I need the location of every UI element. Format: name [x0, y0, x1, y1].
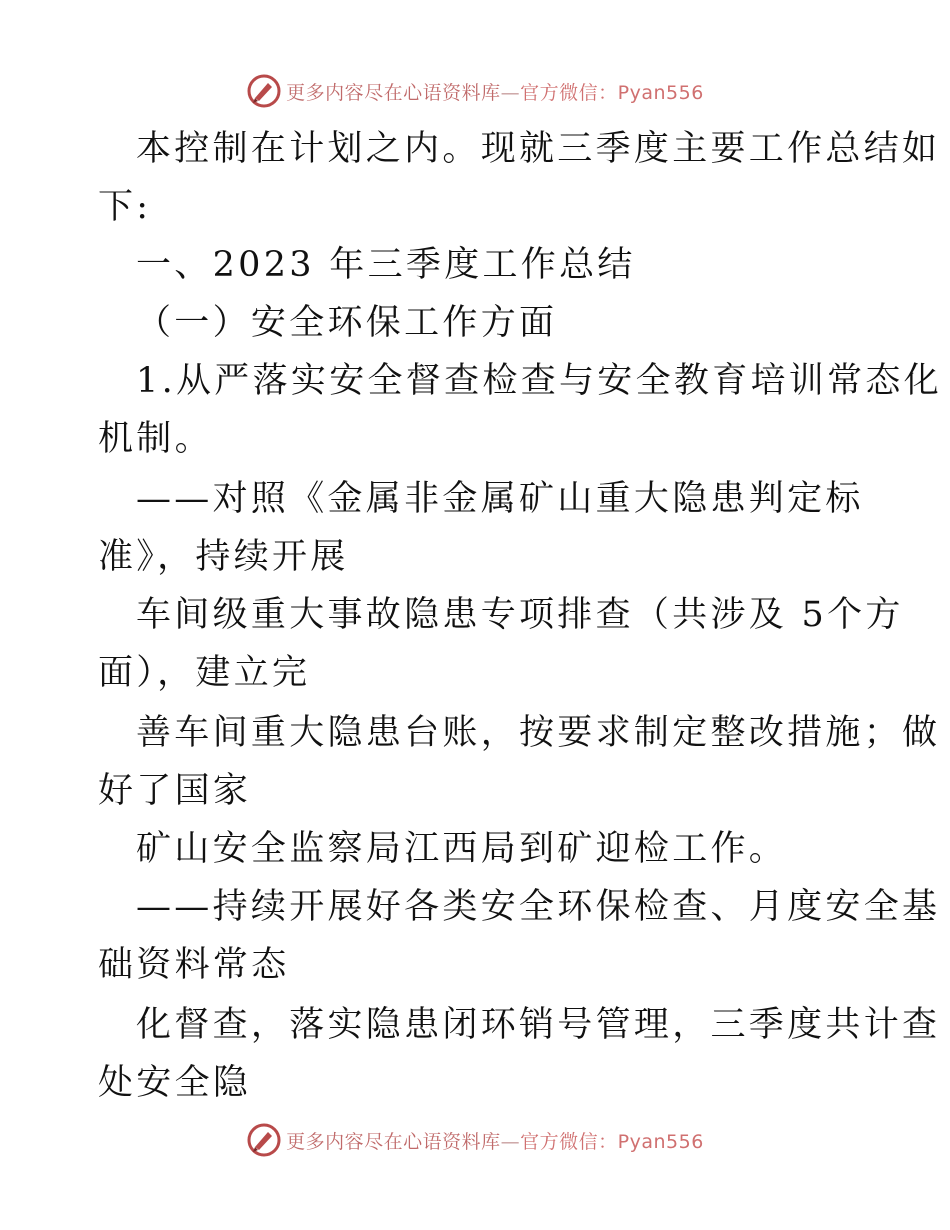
text-line: ——对照《金属非金属矿山重大隐患判定标: [136, 479, 864, 519]
text-line: ——持续开展好各类安全环保检查、月度安全基: [136, 887, 941, 927]
text-line: 车间级重大事故隐患专项排查（共涉及 5个方: [136, 595, 904, 635]
pen-logo-icon: [246, 73, 282, 109]
text-line: 机制。: [98, 419, 213, 459]
watermark-suffix: 官方微信：Pyan556: [520, 81, 704, 104]
subsection-heading: （一）安全环保工作方面: [136, 303, 558, 343]
text-line: 矿山安全监察局江西局到矿迎检工作。: [136, 829, 788, 869]
text-line: 准》，持续开展: [98, 537, 349, 577]
text-line: 本控制在计划之内。现就三季度主要工作总结如: [136, 129, 941, 169]
watermark-suffix: 官方微信：Pyan556: [520, 1130, 704, 1153]
text-line: 处安全隐: [98, 1063, 252, 1103]
text-line: 下:: [98, 187, 152, 227]
text-line: 1.从严落实安全督查检查与安全教育培训常态化: [136, 361, 942, 401]
watermark-prefix: 更多内容尽在心语资料库: [286, 81, 501, 104]
watermark-separator: —: [500, 1130, 521, 1153]
watermark-prefix: 更多内容尽在心语资料库: [286, 1130, 501, 1153]
watermark-text: [286, 1127, 704, 1154]
header-watermark: [0, 71, 950, 111]
text-line: 好了国家: [98, 771, 252, 811]
footer-watermark: [0, 1120, 950, 1160]
text-line: 面），建立完: [98, 653, 311, 693]
text-line: 化督查，落实隐患闭环销号管理，三季度共计查: [136, 1005, 941, 1045]
pen-logo-icon: [246, 1122, 282, 1158]
text-line: 础资料常态: [98, 945, 290, 985]
watermark-text: [286, 78, 704, 105]
text-line: 善车间重大隐患台账，按要求制定整改措施；做: [136, 713, 941, 753]
watermark-separator: —: [500, 81, 521, 104]
section-heading: 一、2023 年三季度工作总结: [136, 245, 636, 285]
